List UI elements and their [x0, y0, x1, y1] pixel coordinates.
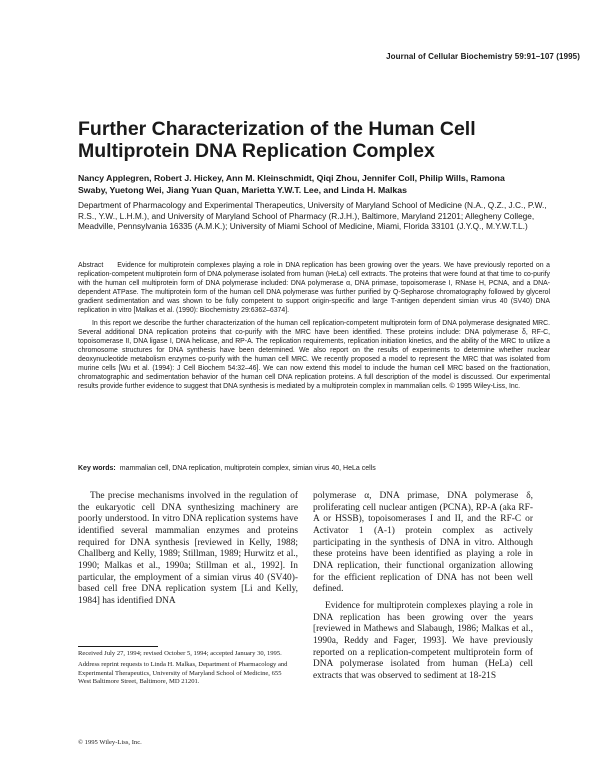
keywords: [78, 464, 550, 473]
article-title: Further Characterization of the Human Cell Multiprotein DNA Replication Complex: [78, 118, 476, 162]
abstract-label: Abstract: [78, 262, 104, 269]
keywords-label: Key words:: [78, 465, 116, 472]
copyright: © 1995 Wiley-Liss, Inc.: [78, 739, 142, 746]
abstract-paragraph-2: In this report we describe the further characterization of the human cell replication-competent multiprotein form of DNA polymerase designated MRC. Several additional DNA replication proteins that co-purify with the MRC have been identified. These proteins include: DNA polymerase δ, RF-C, topoisomerase II, DNA ligase I, DNA helicase, and RP-A. The replication requirements, replication initiation kinetics, and the ability of the MRC to utilize a chromosome structures for DNA synthesis have been determined. We also report on the results of experiments to determine whether nuclear deoxynucleotide metabolism enzymes co-purify with the human cell MRC. We recently proposed a model to represent the MRC that was isolated from murine cells [Wu et al. (1994): J Cell Biochem 54:32–46]. We can now extend this model to include the human cell MRC based on the fractionation, chromatographic and sedimentation behavior of the human cell DNA replication proteins. A full description of the model is discussed. Our experimental results provide further evidence to suggest that DNA synthesis is mediated by a multiprotein complex in mammalian cells. © 1995 Wiley-Liss, Inc.: [78, 320, 550, 390]
journal-header: Journal of Cellular Biochemistry 59:91–107 (1995): [386, 52, 580, 61]
body-column-left: [78, 491, 298, 608]
received-dates: Received July 27, 1994; revised October 5, 1994; accepted January 30, 1995.: [78, 650, 282, 657]
body-paragraph: The precise mechanisms involved in the regulation of the eukaryotic cell DNA synthesizing machinery are poorly understood. In vitro DNA replication systems have identified several mammalian enzymes and proteins required for DNA synthesis [reviewed in Kelly, 1988; Challberg and Kelly, 1989; Stillman, 1989; Hurwitz et al., 1990; Malkas et al., 1990a; Stillman et al., 1992]. In particular, the employment of a simian virus 40 (SV40)-based cell free DNA replication system [Li and Kelly, 1984] has identified DNA: [78, 491, 298, 606]
footnote-divider: [78, 646, 158, 647]
body-paragraph: polymerase α, DNA primase, DNA polymerase δ, proliferating cell nuclear antigen (PCNA), RP-A (aka RF-A or HSSB), topoisomerases I and II, and the RF-C or Activator 1 (A-1) protein complex as actively participating in the synthesis of DNA in vitro. Although these proteins have been identified as playing a role in DNA replication, their functional organization allowing for the efficient replication of DNA has not been well defined.: [313, 491, 533, 595]
footnote: [78, 650, 293, 686]
affiliations: Department of Pharmacology and Experimental Therapeutics, University of Maryland School of Medicine (N.A., Q.Z., J.C., P.W., R.S., Y.W., L.H.M.), and University of Maryland School of Pharmacy (R.J.H.), Baltimore, Maryland 21201; Allegheny College, Meadville, Pennsylvania 16335 (A.M.K.); University of Miami School of Medicine, Miami, Florida 33101 (J.Y.Q., M.Y.W.T.L.): [78, 200, 547, 231]
keywords-text: mammalian cell, DNA replication, multiprotein complex, simian virus 40, HeLa cells: [119, 465, 376, 472]
reprint-address: Address reprint requests to Linda H. Malkas, Department of Pharmacology and Experimental Therapeutics, University of Maryland School of Medicine, 655 West Baltimore Street, Baltimore, MD 21201.: [78, 661, 288, 685]
abstract-paragraph-1: [78, 262, 550, 315]
body-paragraph: Evidence for multiprotein complexes playing a role in DNA replication has been growing over the years [reviewed in Mathews and Slabaugh, 1986; Malkas et al., 1990a, Reddy and Fager, 1993]. We have previously reported on a replication-competent multiprotein form of DNA polymerase isolated from human (HeLa) cell extracts that was observed to sediment at 18-21S: [313, 600, 533, 681]
abstract: [78, 262, 550, 392]
author-list: Nancy Applegren, Robert J. Hickey, Ann M. Kleinschmidt, Qiqi Zhou, Jennifer Coll, Philip Wills, Ramona Swaby, Yuetong Wei, Jiang Yuan Quan, Marietta Y.W.T. Lee, and Linda H. Malkas: [78, 173, 505, 195]
abstract-text-1: Evidence for multiprotein complexes playing a role in DNA replication has been growing over the years. We have previously reported on a replication-competent multiprotein form of DNA polymerase isolated from human (HeLa) cell extracts. The proteins that were found at that time to co-purify with the human cell multiprotein form of DNA polymerase included: DNA polymerase α, DNA primase, topoisomerase I, RNase H, PCNA, and a DNA-dependent ATPase. The multiprotein form of the human cell DNA polymerase was further purified by Q-Sepharose chromatography followed by glycerol gradient sedimentation and was shown to be fully competent to support origin-specific and large T-antigen dependent simian virus 40 (SV40) DNA replication in vitro [Malkas et al. (1990): Biochemistry 29:6362–6374].: [78, 262, 550, 314]
body-column-right: [313, 491, 533, 683]
